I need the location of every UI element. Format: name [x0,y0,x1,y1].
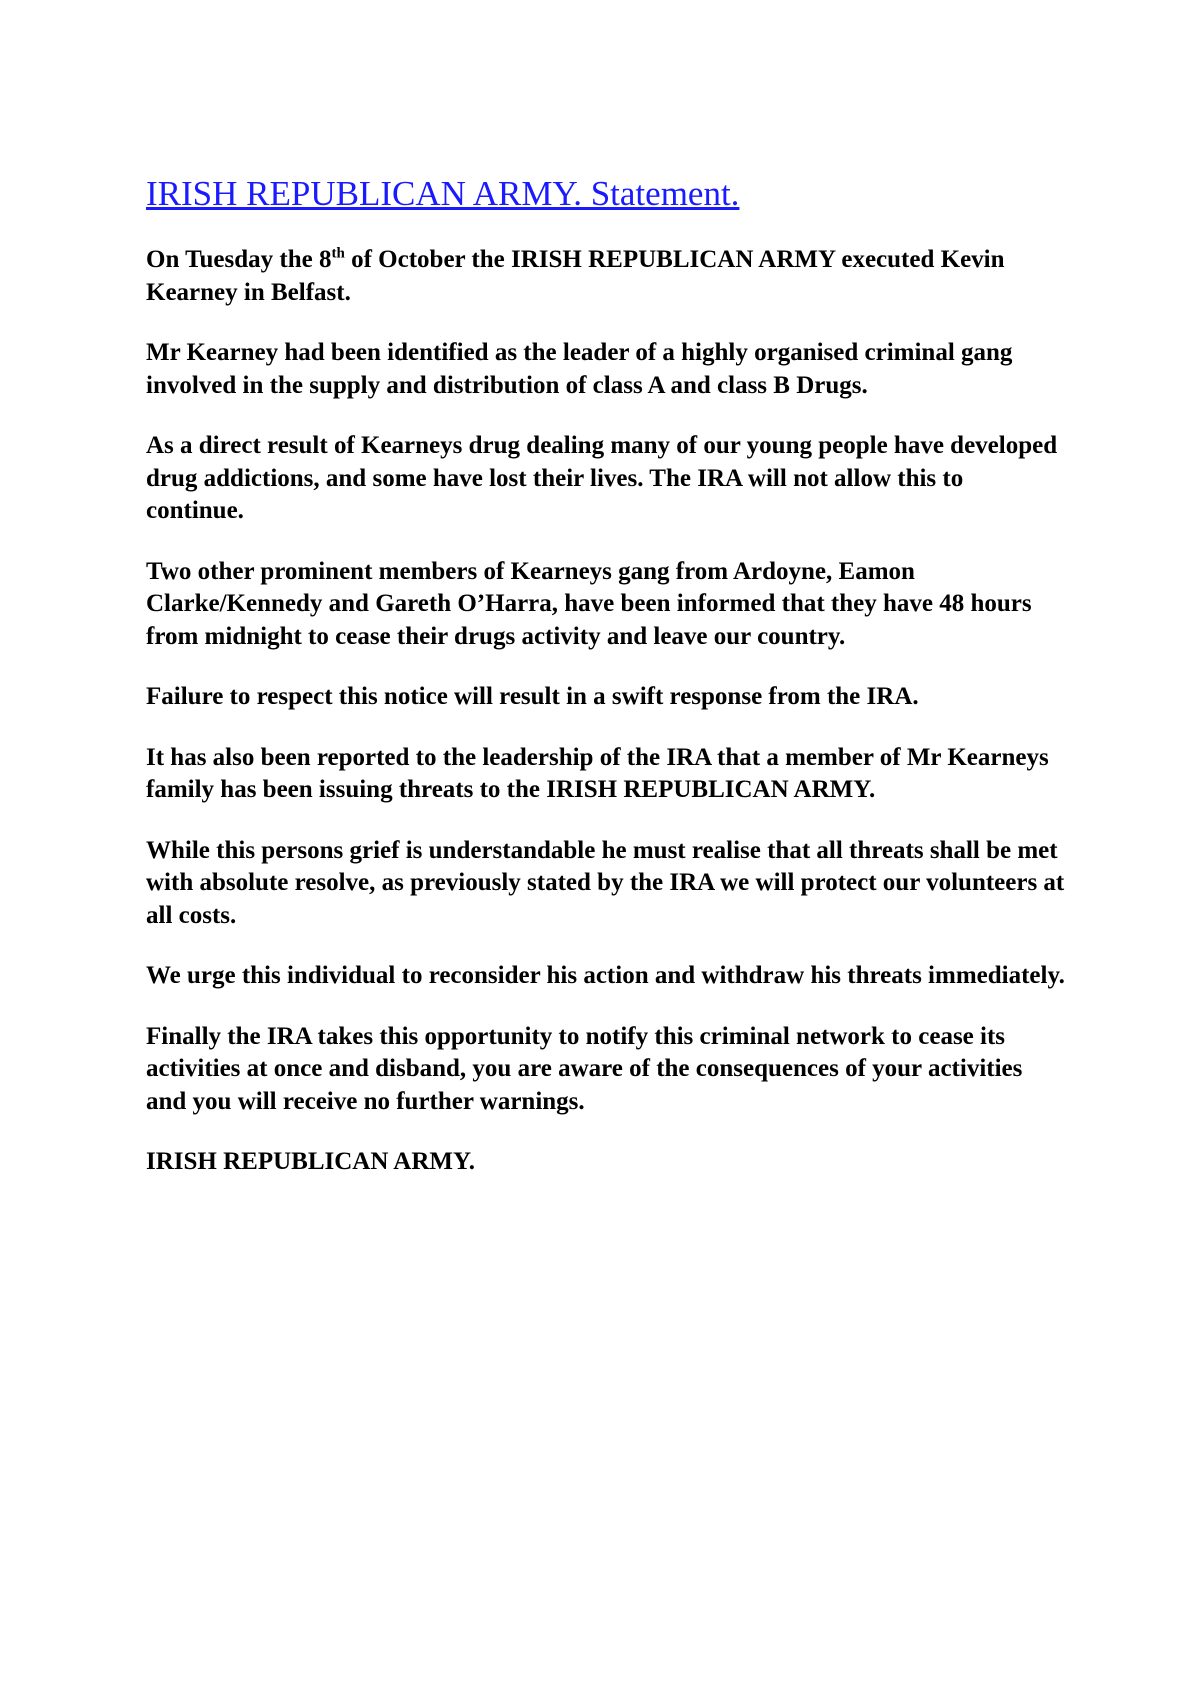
paragraph-gang-members-notice: Two other prominent members of Kearneys gang from Ardoyne, Eamon Clarke/Kennedy and Gareth O’Harra, have been informed that they have 48 hours from midnight to cease their drugs activity and leave our country. [146,557,1032,650]
paragraph-final-warning: Finally the IRA takes this opportunity to notify this criminal network to cease its activities at once and disband, you are aware of the consequences of your activities and you will receive no further warnings. [146,1022,1023,1115]
paragraph-grief-resolve: While this persons grief is understandable he must realise that all threats shall be met with absolute resolve, as previously stated by the IRA we will protect our volunteers at all costs. [146,836,1065,929]
statement-title: IRISH REPUBLICAN ARMY. Statement. [146,174,740,213]
paragraph-family-threats: It has also been reported to the leadership of the IRA that a member of Mr Kearneys family has been issuing threats to the IRISH REPUBLICAN ARMY. [146,743,1049,803]
intro-text-end: of October the IRISH REPUBLICAN ARMY executed Kevin Kearney in Belfast. [146,246,1005,306]
ordinal-suffix: th [331,245,345,262]
paragraph-drug-consequences: As a direct result of Kearneys drug dealing many of our young people have developed drug addictions, and some have lost their lives. The IRA will not allow this to continue. [146,432,1058,524]
statement-body [146,172,1066,1179]
intro-paragraph [146,244,1066,309]
intro-text-start: On Tuesday the 8 [146,246,332,273]
statement-signoff: IRISH REPUBLICAN ARMY. [146,1148,475,1175]
paragraph-urge-withdraw: We urge this individual to reconsider his action and withdraw his threats immediately. [146,962,1065,989]
paragraph-leader-identified: Mr Kearney had been identified as the leader of a highly organised criminal gang involved in the supply and distribution of class A and class B Drugs. [146,339,1013,399]
paragraph-failure-warning: Failure to respect this notice will result in a swift response from the IRA. [146,683,919,710]
